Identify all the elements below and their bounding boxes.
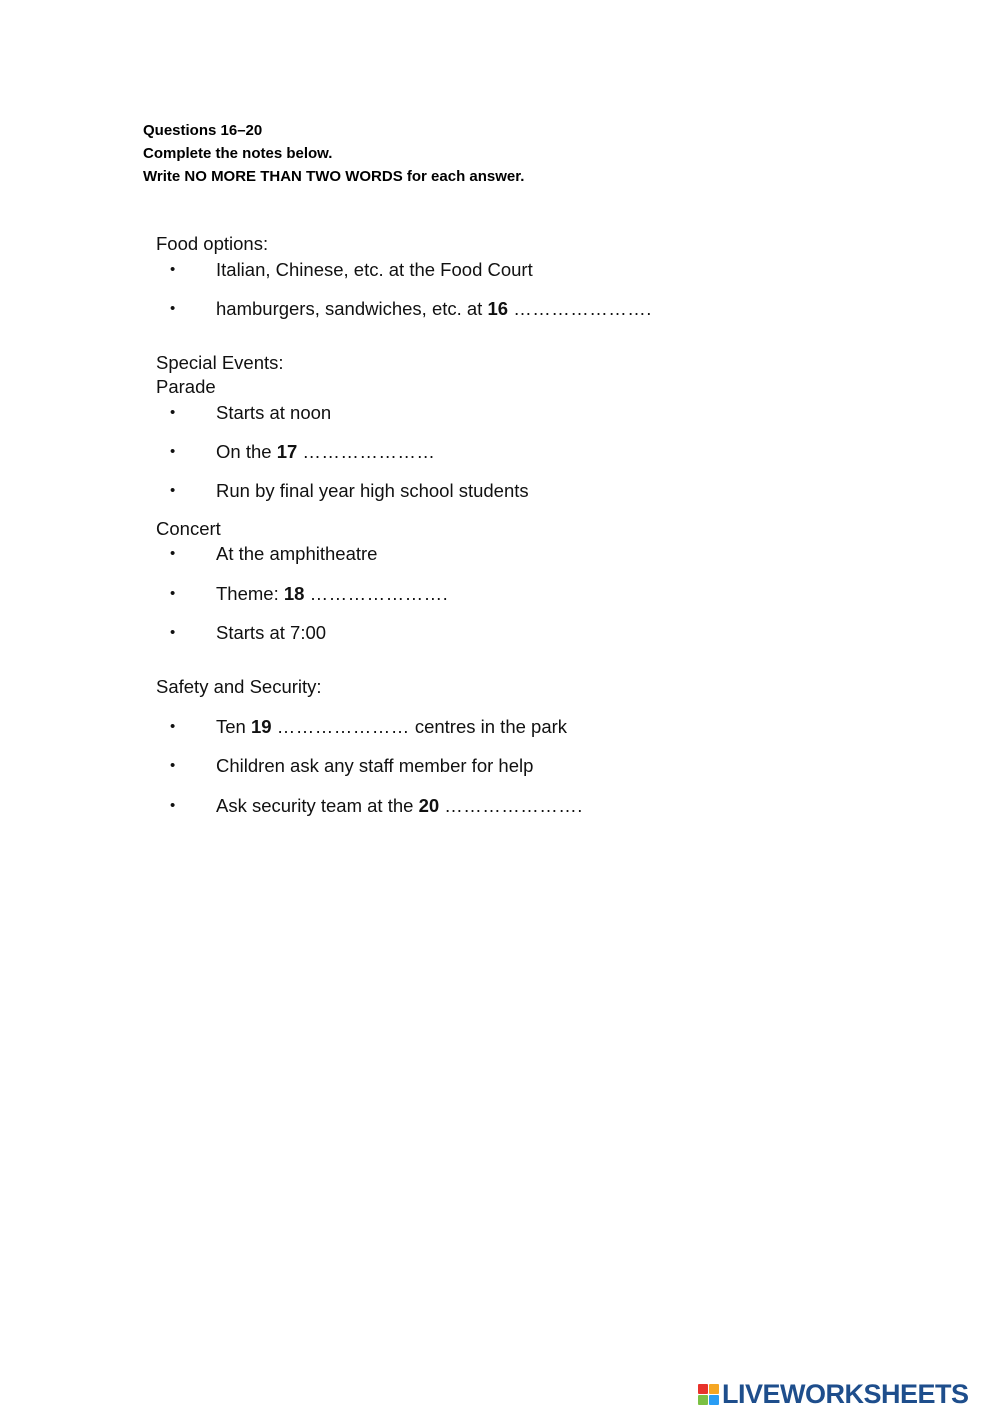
question-number-16: 16 bbox=[487, 298, 509, 319]
item-text: Ten bbox=[216, 716, 251, 737]
parade-organisers: Run by final year high school students bbox=[216, 480, 529, 501]
questions-range: Questions 16–20 bbox=[143, 122, 263, 139]
bullet-icon: • bbox=[170, 443, 176, 460]
logo-square-icon bbox=[698, 1395, 708, 1405]
question-number-18: 18 bbox=[283, 583, 305, 604]
safety-question-20 bbox=[216, 794, 583, 818]
bullet-icon: • bbox=[170, 718, 176, 735]
logo-mark-icon bbox=[698, 1384, 719, 1405]
item-text: hamburgers, sandwiches, etc. at bbox=[216, 298, 488, 319]
bullet-icon: • bbox=[170, 624, 176, 641]
item-text: Ask security team at the bbox=[216, 795, 419, 816]
concert-question-18 bbox=[216, 582, 448, 606]
food-item-food-court: Italian, Chinese, etc. at the Food Court bbox=[216, 259, 533, 280]
item-text: centres in the park bbox=[409, 716, 568, 737]
question-number-20: 20 bbox=[418, 795, 440, 816]
parade-heading: Parade bbox=[156, 376, 216, 397]
logo-text: LIVEWORKSHEETS bbox=[722, 1378, 969, 1409]
logo-square-icon bbox=[698, 1384, 708, 1394]
instruction-word-limit: Write NO MORE THAN TWO WORDS for each answer. bbox=[143, 168, 525, 185]
concert-start-time: Starts at 7:00 bbox=[216, 622, 327, 643]
bullet-icon: • bbox=[170, 261, 176, 278]
answer-blank-17[interactable]: ………………… bbox=[302, 441, 436, 462]
bullet-icon: • bbox=[170, 797, 176, 814]
safety-question-19 bbox=[216, 715, 567, 739]
bullet-icon: • bbox=[170, 482, 176, 499]
bullet-icon: • bbox=[170, 300, 176, 317]
concert-location: At the amphitheatre bbox=[216, 543, 378, 564]
question-number-17: 17 bbox=[276, 441, 298, 462]
logo-square-icon bbox=[709, 1384, 719, 1394]
answer-blank-19[interactable]: ………………… bbox=[276, 716, 410, 737]
concert-heading: Concert bbox=[156, 518, 221, 539]
parade-question-17 bbox=[216, 440, 435, 464]
question-number-19: 19 bbox=[250, 716, 272, 737]
logo-square-icon bbox=[709, 1395, 719, 1405]
answer-blank-16[interactable]: …………………. bbox=[513, 298, 652, 319]
instruction-complete: Complete the notes below. bbox=[143, 145, 333, 162]
bullet-icon: • bbox=[170, 585, 176, 602]
liveworksheets-logo bbox=[698, 1378, 969, 1410]
bullet-icon: • bbox=[170, 757, 176, 774]
food-item-question-16 bbox=[216, 297, 652, 321]
item-text: On the bbox=[216, 441, 277, 462]
safety-children-help: Children ask any staff member for help bbox=[216, 755, 534, 776]
instructions-block bbox=[143, 119, 524, 188]
answer-blank-18[interactable]: …………………. bbox=[309, 583, 449, 604]
answer-blank-20[interactable]: …………………. bbox=[444, 795, 583, 816]
bullet-icon: • bbox=[170, 404, 176, 421]
food-options-heading: Food options: bbox=[156, 233, 269, 254]
item-text: Theme: bbox=[216, 583, 284, 604]
bullet-icon: • bbox=[170, 545, 176, 562]
parade-start-time: Starts at noon bbox=[216, 402, 332, 423]
special-events-heading: Special Events: bbox=[156, 352, 284, 373]
safety-heading: Safety and Security: bbox=[156, 676, 322, 697]
